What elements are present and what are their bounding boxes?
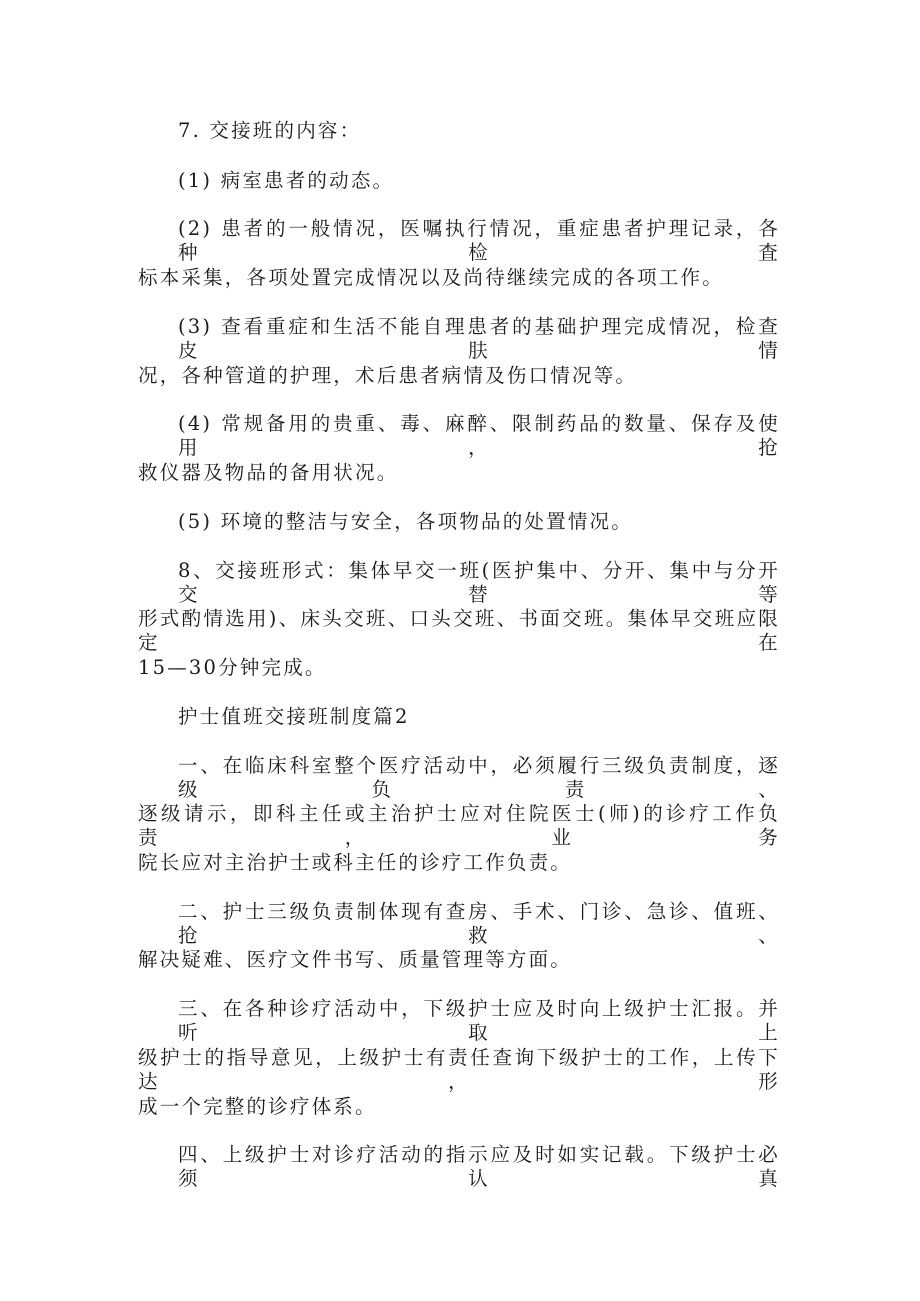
para-4-line-1: 四、上级护士对诊疗活动的指示应及时如实记载。下级护士必须认真 — [178, 1143, 780, 1190]
section-8-line-3: 15—30分钟完成。 — [138, 656, 327, 679]
para-3-line-3: 成一个完整的诊疗体系。 — [138, 1095, 377, 1118]
article-title: 护士值班交接班制度篇2 — [178, 705, 410, 728]
para-1-line-2: 逐级请示，即科主任或主治护士应对住院医士(师)的诊疗工作负责，业务 — [138, 802, 780, 849]
item-7-4-line-1: (4) 常规备用的贵重、毒、麻醉、限制药品的数量、保存及使用，抢 — [178, 412, 780, 459]
para-2-line-2: 解决疑难、医疗文件书写、质量管理等方面。 — [138, 948, 573, 971]
section-8-line-1: 8、交接班形式：集体早交一班(医护集中、分开、集中与分开交替等 — [178, 559, 780, 606]
para-3-line-2: 级护士的指导意见，上级护士有责任查询下级护士的工作，上传下达，形 — [138, 1046, 780, 1093]
item-7-3-line-2: 况，各种管道的护理，术后患者病情及伤口情况等。 — [138, 364, 638, 387]
para-3-line-1: 三、在各种诊疗活动中，下级护士应及时向上级护士汇报。并听取上 — [178, 997, 780, 1044]
item-7-1: (1) 病室患者的动态。 — [178, 169, 395, 192]
para-1-line-1: 一、在临床科室整个医疗活动中，必须履行三级负责制度，逐级负责、 — [178, 754, 780, 801]
para-2-line-1: 二、护士三级负责制体现有查房、手术、门诊、急诊、值班、抢救、 — [178, 900, 780, 947]
item-7-3-line-1: (3) 查看重症和生活不能自理患者的基础护理完成情况，检查皮肤情 — [178, 315, 780, 362]
section-7-heading: 7. 交接班的内容： — [178, 119, 362, 142]
para-1-line-3: 院长应对主治护士或科主任的诊疗工作负责。 — [138, 851, 573, 874]
item-7-2-line-1: (2) 患者的一般情况，医嘱执行情况，重症患者护理记录，各种检査 — [178, 217, 780, 264]
item-7-4-line-2: 救仪器及物品的备用状况。 — [138, 461, 399, 484]
item-7-5: (5) 环境的整洁与安全，各项物品的处置情况。 — [178, 510, 633, 533]
section-8-line-2: 形式酌情选用)、床头交班、口头交班、书面交班。集体早交班应限定在 — [138, 607, 780, 654]
item-7-2-line-2: 标本采集，各项处置完成情况以及尚待继续完成的各项工作。 — [138, 266, 724, 289]
